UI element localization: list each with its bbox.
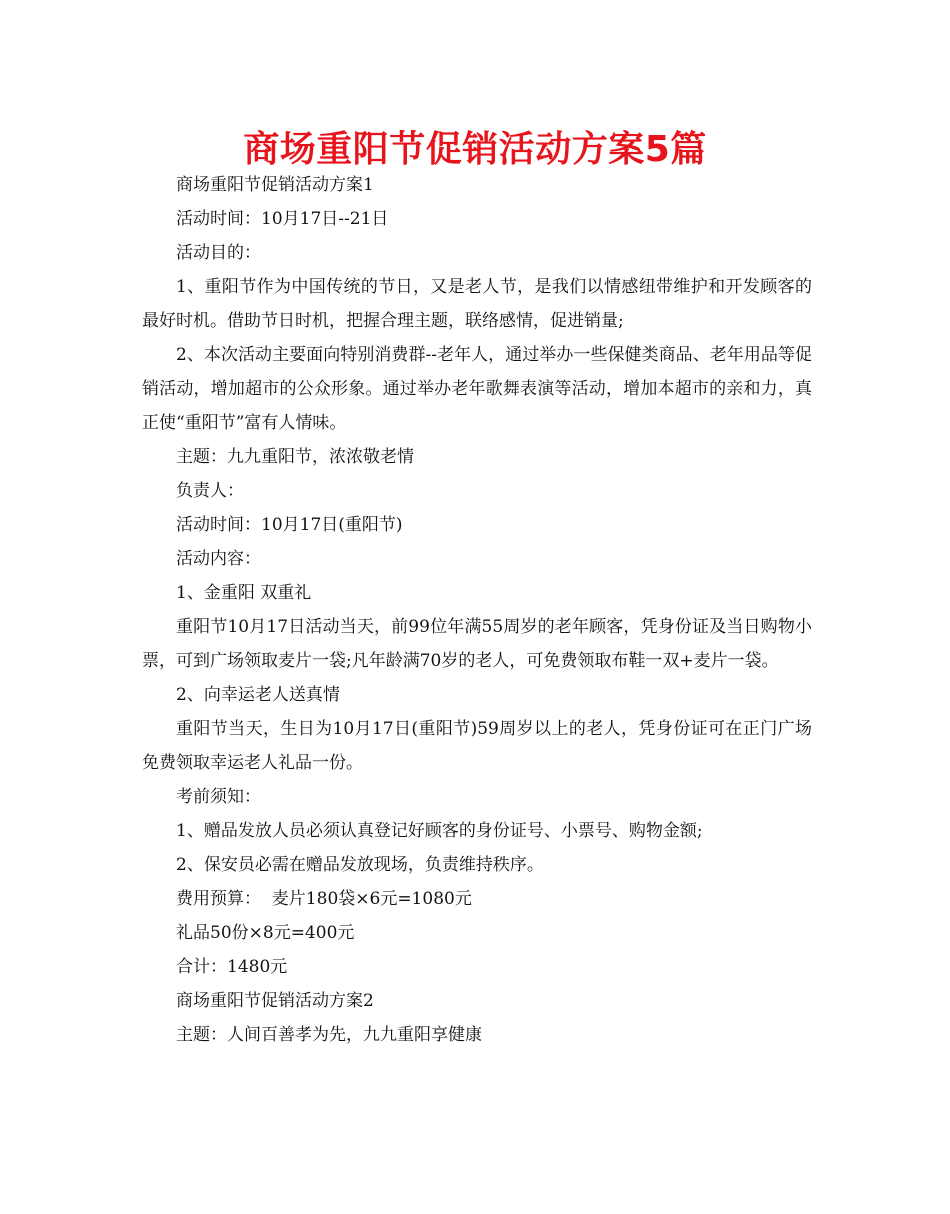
paragraph: 活动时间：10月17日--21日 xyxy=(176,209,389,229)
paragraph: 1、赠品发放人员必须认真登记好顾客的身份证号、小票号、购物金额; xyxy=(176,821,703,841)
paragraph: 考前须知： xyxy=(176,787,261,807)
paragraph: 2、保安员必需在赠品发放现场，负责维持秩序。 xyxy=(176,855,544,875)
paragraph: 合计：1480元 xyxy=(176,957,288,977)
paragraph: 重阳节10月17日活动当天，前99位年满55周岁的老年顾客，凭身份证及当日购物小票，可到广场领取麦片一袋;凡年龄满70岁的老人，可免费领取布鞋一双+麦片一袋。 xyxy=(142,617,812,671)
paragraph: 活动内容： xyxy=(176,549,261,569)
paragraph: 重阳节当天，生日为10月17日(重阳节)59周岁以上的老人，凭身份证可在正门广场免费领取幸运老人礼品一份。 xyxy=(142,719,812,773)
paragraph: 1、重阳节作为中国传统的节日，又是老人节，是我们以情感纽带维护和开发顾客的最好时机。借助节日时机，把握合理主题，联络感情，促进销量; xyxy=(142,277,812,331)
document-title: 商场重阳节促销活动方案5篇 xyxy=(243,129,707,170)
paragraph: 1、金重阳 双重礼 xyxy=(176,583,312,603)
paragraph: 主题：九九重阳节，浓浓敬老情 xyxy=(176,447,414,467)
section-heading: 商场重阳节促销活动方案1 xyxy=(176,175,374,195)
document-body xyxy=(142,168,812,1052)
paragraph: 2、本次活动主要面向特别消费群--老年人，通过举办一些保健类商品、老年用品等促销活动，增加超市的公众形象。通过举办老年歌舞表演等活动，增加本超市的亲和力，真正使“重阳节”富有人情味。 xyxy=(142,345,812,433)
paragraph: 主题：人间百善孝为先，九九重阳享健康 xyxy=(176,1025,482,1045)
paragraph: 活动目的： xyxy=(176,243,261,263)
paragraph: 礼品50份×8元=400元 xyxy=(176,923,355,943)
paragraph: 负责人： xyxy=(176,481,244,501)
paragraph: 费用预算： 麦片180袋×6元=1080元 xyxy=(176,889,472,909)
section-heading: 商场重阳节促销活动方案2 xyxy=(176,991,374,1011)
paragraph: 2、向幸运老人送真情 xyxy=(176,685,340,705)
paragraph: 活动时间：10月17日(重阳节) xyxy=(176,515,403,535)
